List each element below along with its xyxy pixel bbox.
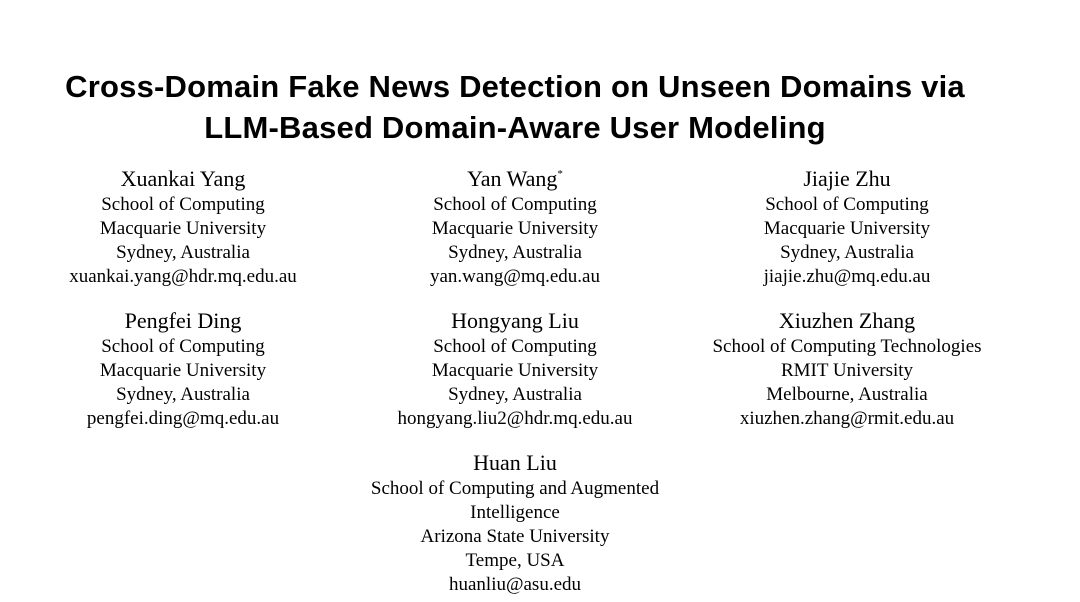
author-department: School of Computing (433, 194, 597, 215)
author-institution: Macquarie University (763, 218, 931, 239)
author-department: School of Computing (101, 336, 265, 357)
author-email[interactable]: huanliu@asu.edu (449, 574, 581, 595)
author-location: Melbourne, Australia (766, 384, 928, 405)
author-block-xuankai-yang (33, 166, 333, 289)
author-name: Xiuzhen Zhang (778, 308, 916, 333)
author-block-xiuzhen-zhang (697, 308, 997, 431)
corresponding-author-mark: * (557, 168, 563, 180)
author-name: Huan Liu (473, 450, 557, 475)
paper-title-line-2: LLM-Based Domain-Aware User Modeling (204, 110, 826, 145)
author-block-yan-wang (365, 166, 665, 289)
author-location: Sydney, Australia (448, 242, 582, 263)
author-block-hongyang-liu (365, 308, 665, 431)
author-institution: Macquarie University (431, 360, 599, 381)
author-institution: Macquarie University (99, 360, 267, 381)
author-department: School of Computing (765, 194, 929, 215)
author-institution: Macquarie University (431, 218, 599, 239)
author-institution: RMIT University (780, 360, 914, 381)
author-location: Tempe, USA (465, 550, 565, 571)
author-name: Xuankai Yang (120, 166, 246, 191)
author-location: Sydney, Australia (780, 242, 914, 263)
author-name: Pengfei Ding (124, 308, 242, 333)
author-block-jiajie-zhu (697, 166, 997, 289)
author-institution: Arizona State University (420, 526, 610, 547)
author-department: School of Computing (101, 194, 265, 215)
author-email[interactable]: pengfei.ding@mq.edu.au (86, 408, 280, 429)
author-email[interactable]: yan.wang@mq.edu.au (430, 266, 600, 287)
author-institution: Macquarie University (99, 218, 267, 239)
author-location: Sydney, Australia (116, 242, 250, 263)
author-name: Jiajie Zhu (803, 166, 891, 191)
author-email[interactable]: hongyang.liu2@hdr.mq.edu.au (397, 408, 633, 429)
author-department: School of Computing Technologies (712, 336, 982, 357)
author-name: Hongyang Liu (451, 308, 579, 333)
author-email[interactable]: xiuzhen.zhang@rmit.edu.au (739, 408, 955, 429)
author-location: Sydney, Australia (448, 384, 582, 405)
author-location: Sydney, Australia (116, 384, 250, 405)
author-block-huan-liu (365, 450, 665, 597)
paper-title-line-1: Cross-Domain Fake News Detection on Unseen Domains via (65, 69, 965, 104)
author-name: Yan Wang (467, 166, 558, 191)
author-name-line (365, 166, 665, 192)
author-department-continued: Intelligence (470, 502, 560, 523)
author-block-pengfei-ding (33, 308, 333, 431)
author-email[interactable]: jiajie.zhu@mq.edu.au (763, 266, 931, 287)
author-department: School of Computing (433, 336, 597, 357)
author-department: School of Computing and Augmented (370, 478, 660, 499)
author-email[interactable]: xuankai.yang@hdr.mq.edu.au (69, 266, 297, 287)
